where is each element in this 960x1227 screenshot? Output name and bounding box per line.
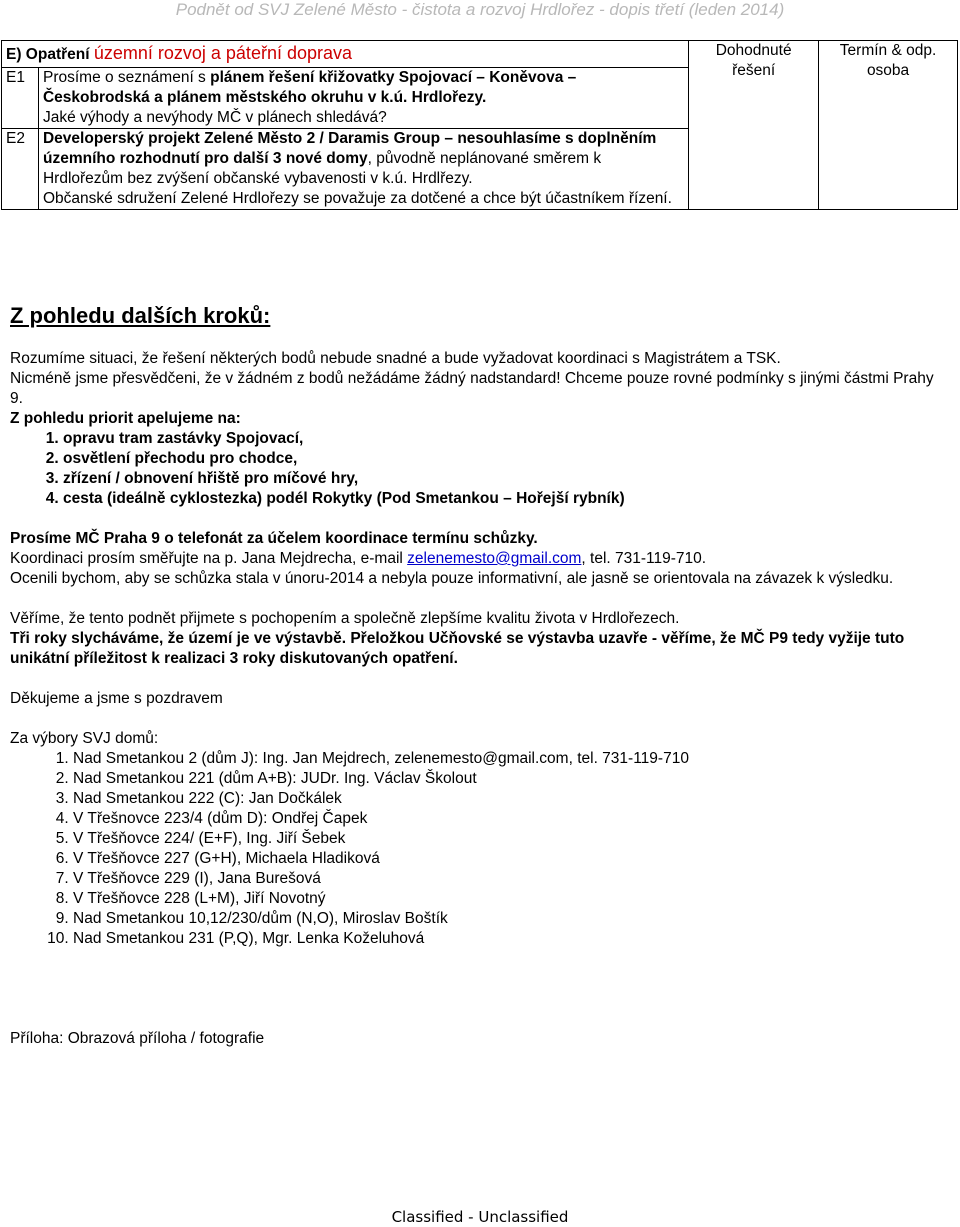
list-item: 9. Nad Smetankou 10,12/230/dům (N,O), Miroslav Boštík	[73, 909, 950, 929]
attachment-line: Příloha: Obrazová příloha / fotografie	[10, 1030, 265, 1047]
intro-paragraph: Nicméně jsme přesvědčeni, že v žádném z bodů nežádáme žádný nadstandard! Chceme pouze rovné podmínky s jinými částmi Prahy 9.	[10, 370, 934, 407]
measures-table	[1, 40, 958, 210]
list-item: 2. osvětlení přechodu pro chodce,	[63, 449, 950, 469]
list-item: 1. Nad Smetankou 2 (dům J): Ing. Jan Mejdrech, zelenemesto@gmail.com, tel. 731-119-710	[73, 749, 950, 769]
committee-line: Za výbory SVJ domů:	[10, 730, 159, 747]
next-steps-heading: Z pohledu dalších kroků:	[10, 303, 271, 328]
row-text: Prosíme o seznámení s plánem řešení křižovatky Spojovací – Koněvova – Českobrodská a plánem městského okruhu v k.ú. Hrdlořezy. Jaké výhody a nevýhody MČ v plánech shledává?	[38, 68, 688, 129]
coordination-line: Koordinaci prosím směřujte na p. Jana Mejdrecha, e-mail zelenemesto@gmail.com, tel. 731-119-710.	[10, 550, 707, 567]
agreed-solution-header: Dohodnuté řešení	[689, 41, 819, 210]
letter-body	[10, 349, 950, 1049]
table-header-row	[2, 41, 958, 68]
list-item: 2. Nad Smetankou 221 (dům A+B): JUDr. Ing. Václav Školout	[73, 769, 950, 789]
closing-build: Tři roky slycháváme, že území je ve výstavbě. Přeložkou Učňovské se výstavba uzavře - věříme, že MČ P9 tedy vyžije tuto unikátní příležitost k realizaci 3 roky diskutovaných opatření.	[10, 630, 905, 667]
page-header: Podnět od SVJ Zelené Město - čistota a rozvoj Hrdlořez - dopis třetí (leden 2014)	[175, 0, 785, 19]
list-item: 3. Nad Smetankou 222 (C): Jan Dočkálek	[73, 789, 950, 809]
closing-belief: Věříme, že tento podnět přijmete s pochopením a společně zlepšíme kvalitu života v Hrdlořezech.	[10, 610, 680, 627]
intro-paragraph: Rozumíme situaci, že řešení některých bodů nebude snadné a bude vyžadovat koordinaci s Magistrátem a TSK.	[10, 350, 781, 367]
list-item: 3. zřízení / obnovení hřiště pro míčové hry,	[63, 469, 950, 489]
thanks-line: Děkujeme a jsme s pozdravem	[10, 690, 223, 707]
list-item: 4. V Třešnovce 223/4 (dům D): Ondřej Čapek	[73, 809, 950, 829]
email-link[interactable]: zelenemesto@gmail.com	[407, 550, 582, 567]
section-title-cell	[2, 41, 689, 68]
priority-title: Z pohledu priorit apelujeme na:	[10, 410, 241, 427]
list-item: 5. V Třešňovce 224/ (E+F), Ing. Jiří Šebek	[73, 829, 950, 849]
meeting-request: Prosíme MČ Praha 9 o telefonát za účelem koordinace termínu schůzky.	[10, 530, 538, 547]
list-item: 7. V Třešňovce 229 (I), Jana Burešová	[73, 869, 950, 889]
deadline-header: Termín & odp. osoba	[819, 41, 958, 210]
row-text: Developerský projekt Zelené Město 2 / Daramis Group – nesouhlasíme s doplněním územního rozhodnutí pro další 3 nové domy, původně neplánované směrem k Hrdlořezům bez zvýšení občanské vybavenosti v k.ú. Hrdlřezy. Občanské sdružení Zelené Hrdlořezy se považuje za dotčené a chce být účastníkem řízení.	[38, 129, 688, 210]
row-id: E2	[2, 129, 39, 210]
list-item: 1. opravu tram zastávky Spojovací,	[63, 429, 950, 449]
list-item: 8. V Třešňovce 228 (L+M), Jiří Novotný	[73, 889, 950, 909]
list-item: 10. Nad Smetankou 231 (P,Q), Mgr. Lenka Koželuhová	[73, 929, 950, 949]
signatory-list	[10, 749, 950, 949]
row-id: E1	[2, 68, 39, 129]
list-item: 4. cesta (ideálně cyklostezka) podél Rokytky (Pod Smetankou – Hořejší rybník)	[63, 489, 950, 509]
section-title: územní rozvoj a páteřní doprava	[93, 43, 353, 63]
classification-footer: Classified - Unclassified	[391, 1208, 569, 1226]
section-prefix: E) Opatření	[6, 46, 90, 63]
list-item: 6. V Třešňovce 227 (G+H), Michaela Hladiková	[73, 849, 950, 869]
meeting-note: Ocenili bychom, aby se schůzka stala v únoru-2014 a nebyla pouze informativní, ale jasně se orientovala na závazek k výsledku.	[10, 570, 894, 587]
priority-list	[10, 429, 950, 509]
